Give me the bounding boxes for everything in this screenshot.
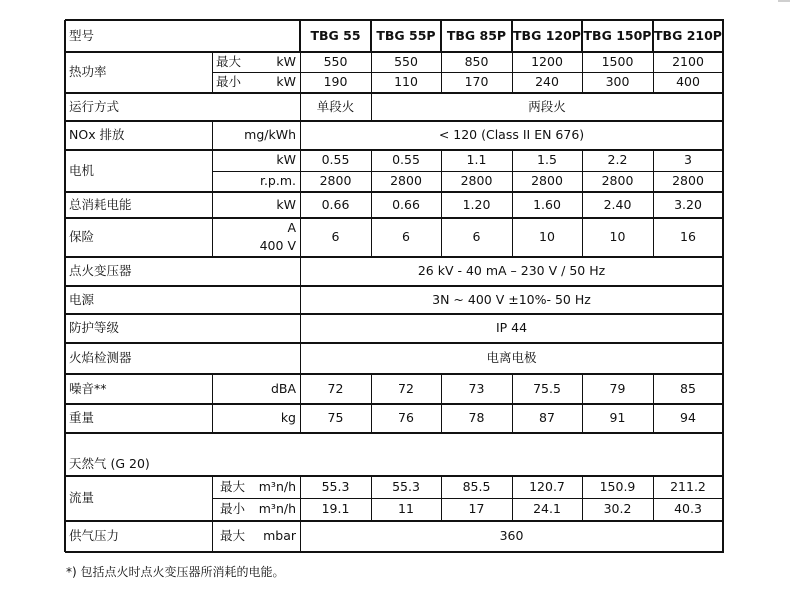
fuse-value: 16 <box>680 229 696 245</box>
consumption-value: 2.40 <box>603 196 632 212</box>
flow-unit: m³n/h <box>258 501 296 517</box>
flow-min-value: 11 <box>398 501 414 517</box>
noise-value: 72 <box>398 380 414 396</box>
pressure-unit: mbar <box>263 528 296 544</box>
fuse-value: 6 <box>331 229 340 245</box>
motor-rpm-value: 2800 <box>531 173 563 189</box>
heat-label: 热功率 <box>69 64 107 80</box>
fuse-value: 10 <box>609 229 626 245</box>
nox-value: < 120 (Class II EN 676) <box>438 127 585 143</box>
heat-max-value: 550 <box>323 53 348 69</box>
noise-value: 75.5 <box>533 380 561 396</box>
flow-min-value: 30.2 <box>603 501 632 517</box>
motor-kw-value: 1.5 <box>537 152 557 168</box>
gas-label: 天然气 (G 20) <box>69 455 150 471</box>
heat-min-label: 最小 <box>216 74 242 90</box>
heat-max-value: 1200 <box>531 53 563 69</box>
protection-label: 防护等级 <box>69 320 120 336</box>
noise-value: 79 <box>609 380 626 396</box>
flow-max-value: 211.2 <box>670 478 706 494</box>
model-header: TBG 85P <box>446 27 507 43</box>
consumption-value: 3.20 <box>674 196 702 212</box>
motor-unit-kw: kW <box>276 152 296 168</box>
consumption-value: 1.60 <box>533 196 561 212</box>
motor-kw-value: 3 <box>684 152 692 168</box>
motor-rpm-value: 2800 <box>390 173 422 189</box>
flow-max-value: 150.9 <box>599 478 636 494</box>
motor-kw-value: 0.55 <box>321 152 350 168</box>
power-label: 电源 <box>69 291 95 307</box>
motor-kw-value: 2.2 <box>607 152 628 168</box>
weight-unit: kg <box>280 410 296 426</box>
corner-mark <box>778 0 790 2</box>
flow-unit: m³n/h <box>258 478 296 494</box>
flame-label: 火焰检测器 <box>69 350 132 366</box>
flame-value: 电离电极 <box>486 350 537 366</box>
flow-label: 流量 <box>69 490 95 506</box>
heat-unit: kW <box>276 74 296 90</box>
model-header: TBG 55 <box>310 27 361 43</box>
flow-max-label: 最大 <box>220 478 246 494</box>
operation-two: 两段火 <box>528 98 566 114</box>
nox-unit: mg/kWh <box>244 127 296 143</box>
noise-value: 85 <box>680 380 696 396</box>
weight-value: 91 <box>609 410 626 426</box>
grid-line <box>212 476 213 521</box>
fuse-value: 6 <box>472 229 481 245</box>
heat-min-value: 110 <box>394 74 418 90</box>
motor-unit-rpm: r.p.m. <box>259 173 296 189</box>
fuse-unit-v: 400 V <box>259 237 296 253</box>
motor-label: 电机 <box>69 162 95 178</box>
motor-rpm-value: 2800 <box>319 173 352 189</box>
heat-min-value: 300 <box>605 74 630 90</box>
consumption-label: 总消耗电能 <box>69 196 132 212</box>
consumption-unit: kW <box>276 196 296 212</box>
flow-min-value: 24.1 <box>533 501 561 517</box>
heat-max-value: 2100 <box>672 53 704 69</box>
power-value: 3N ~ 400 V ±10%- 50 Hz <box>432 291 591 307</box>
fuse-unit-a: A <box>287 219 296 235</box>
heat-max-value: 1500 <box>601 53 634 69</box>
nox-label: NOx 排放 <box>69 127 125 143</box>
motor-rpm-value: 2800 <box>672 173 704 189</box>
operation-label: 运行方式 <box>69 98 120 114</box>
weight-label: 重量 <box>69 410 95 426</box>
heat-max-value: 850 <box>464 53 489 69</box>
fuse-value: 6 <box>402 229 410 245</box>
pressure-label: 供气压力 <box>69 528 120 544</box>
heat-min-value: 240 <box>535 74 559 90</box>
noise-unit: dBA <box>270 380 296 396</box>
consumption-value: 1.20 <box>462 196 491 212</box>
model-header: TBG 150P <box>583 27 652 43</box>
weight-value: 94 <box>680 410 696 426</box>
weight-value: 75 <box>327 410 344 426</box>
flow-min-label: 最小 <box>220 501 246 517</box>
flow-max-value: 120.7 <box>529 478 565 494</box>
consumption-value: 0.66 <box>321 196 350 212</box>
heat-min-value: 170 <box>464 74 489 90</box>
model-header: TBG 55P <box>376 27 436 43</box>
model-header: TBG 120P <box>513 27 581 43</box>
heat-unit: kW <box>276 53 296 69</box>
weight-value: 78 <box>468 410 485 426</box>
pressure-value: 360 <box>499 528 524 544</box>
flow-min-value: 17 <box>468 501 485 517</box>
heat-min-value: 190 <box>323 74 348 90</box>
pressure-max-label: 最大 <box>220 528 246 544</box>
noise-value: 72 <box>327 380 344 396</box>
transformer-label: 点火变压器 <box>69 263 132 279</box>
heat-max-value: 550 <box>394 53 418 69</box>
consumption-value: 0.66 <box>392 196 420 212</box>
heat-min-value: 400 <box>676 74 700 90</box>
noise-label: 噪音** <box>69 380 107 396</box>
grid-line <box>212 521 213 552</box>
motor-rpm-value: 2800 <box>601 173 634 189</box>
flow-max-value: 55.3 <box>392 478 420 494</box>
motor-rpm-value: 2800 <box>460 173 493 189</box>
fuse-value: 10 <box>539 229 555 245</box>
motor-kw-value: 1.1 <box>466 152 487 168</box>
noise-value: 73 <box>468 380 485 396</box>
operation-single: 单段火 <box>316 98 355 114</box>
flow-max-value: 85.5 <box>462 478 491 494</box>
heat-max-label: 最大 <box>216 53 242 69</box>
model-label: 型号 <box>69 27 95 43</box>
flow-min-value: 40.3 <box>674 501 702 517</box>
transformer-value: 26 kV - 40 mA – 230 V / 50 Hz <box>417 263 606 279</box>
motor-kw-value: 0.55 <box>392 152 420 168</box>
weight-value: 76 <box>398 410 414 426</box>
flow-max-value: 55.3 <box>321 478 350 494</box>
flow-min-value: 19.1 <box>321 501 350 517</box>
weight-value: 87 <box>539 410 555 426</box>
model-header: TBG 210P <box>654 27 722 43</box>
protection-value: IP 44 <box>495 320 528 336</box>
footnote: *) 包括点火时点火变压器所消耗的电能。 <box>66 565 285 579</box>
fuse-label: 保险 <box>69 229 95 245</box>
